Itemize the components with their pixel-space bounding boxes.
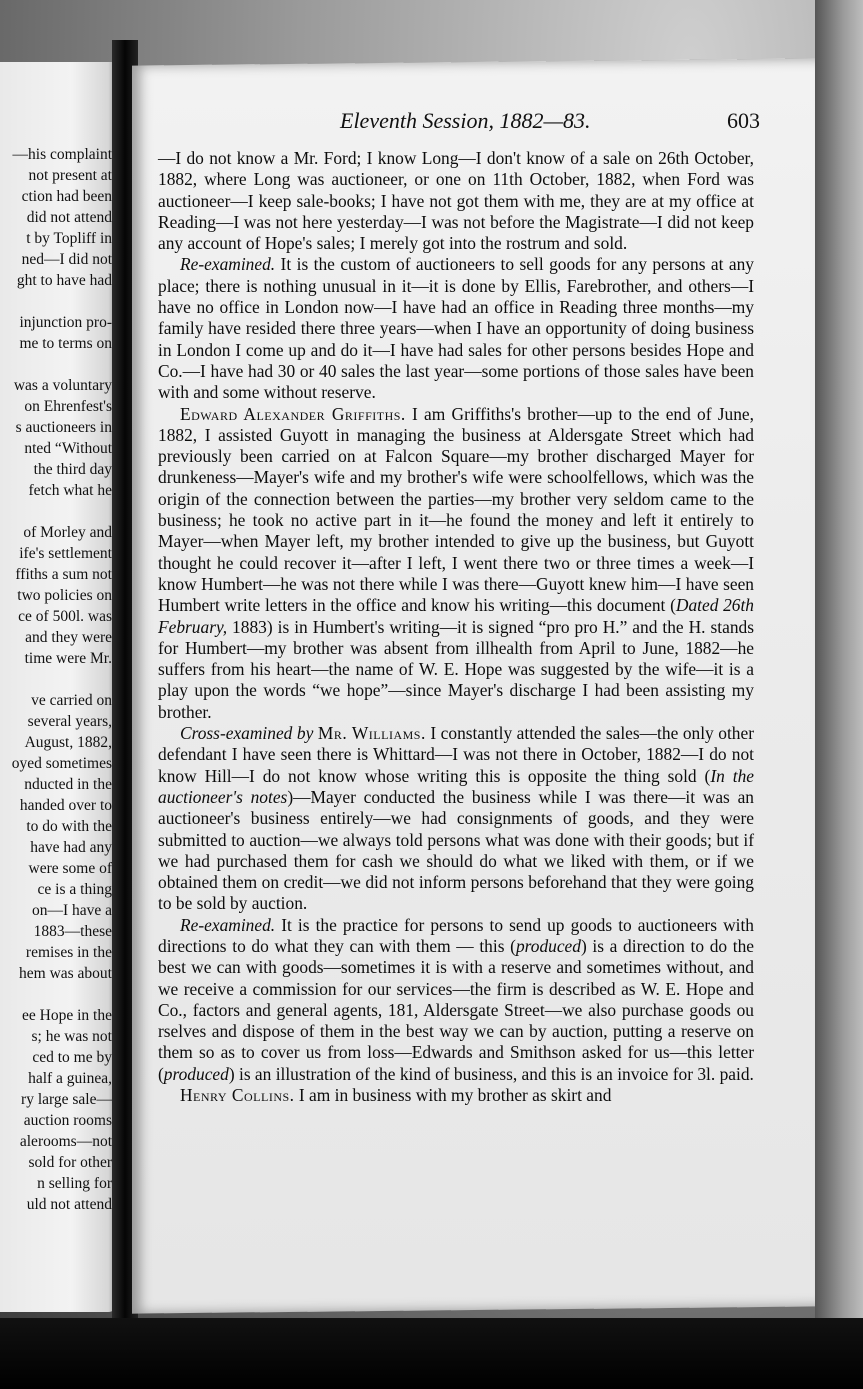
left-page-line: ve carried on (31, 692, 112, 709)
left-page-line: sold for other (28, 1154, 112, 1171)
left-page-line: uld not attend (26, 1196, 112, 1213)
left-page-line: injunction pro- (19, 314, 112, 331)
left-page-line: have had any (30, 839, 112, 856)
paragraph-collins-testimony: Henry Collins. I am in business with my brother as skirt and (180, 1085, 612, 1106)
left-page-line: 1883—these (33, 923, 112, 940)
running-header (340, 108, 760, 134)
left-page-line: and they were (25, 629, 112, 646)
left-page-line: on Ehrenfest's (24, 398, 112, 415)
left-page-line: t by Topliff in (26, 230, 112, 247)
left-page-line: August, 1882, (24, 734, 112, 751)
witness-name: Edward Alexander Griffiths. (180, 403, 406, 424)
left-page-line: hem was about (19, 965, 112, 982)
session-title: Eleventh Session, 1882—83. (340, 108, 591, 133)
bottom-shadow (0, 1318, 863, 1389)
left-page-line (0, 354, 112, 375)
left-page-line: —his complaint (12, 146, 112, 163)
document-note: Dated 26th February, (158, 595, 755, 637)
left-page-line: handed over to (19, 797, 112, 814)
left-page-line: on—I have a (31, 902, 112, 919)
left-page-line: was a voluntary (13, 377, 112, 394)
left-page-line: auction rooms (23, 1112, 112, 1129)
cross-examined-label: Cross-examined by (180, 723, 314, 744)
paragraph-cross-examined: Cross-examined by Mr. Williams. I constantly attended the sales—the only other defendant I have seen there is Whittard—I was not there in October, 1882—I do not know Hill—I do not know whose writing this is opposite the thing sold (In the auctioneer's notes)—Mayer conducted the business while I was there—it was an auctioneer's business entirely—we had consignments of goods, and they were submitted to auction—we always told persons what was done with their goods; but if we had purchased them for cash we should do what we liked with them, or if we obtained them on credit—we did not inform persons beforehand that they were going to be sold by auction. (158, 723, 754, 914)
left-page-line: ife's settlement (19, 545, 112, 562)
left-page-line: s; he was not (31, 1028, 112, 1045)
left-page-line (0, 291, 112, 312)
left-page-line: nted “Without (24, 440, 112, 457)
left-page-line: two policies on (17, 587, 112, 604)
right-page-edge (815, 0, 863, 1389)
left-page-line: oyed sometimes (11, 755, 112, 772)
paragraph-cross-exam-continued: —I do not know a Mr. Ford; I know Long—I don't know of a sale on 26th October, 1882, where Long was auctioneer, or one on 11th October, 1882, when Ford was auctioneer—I keep sale-books; I have not got them with me, they are at my office at Reading—I was not here yesterday—I was not before the Magistrate—I did not keep any account of Hope's sales; I merely got into the rostrum and sold. (158, 148, 754, 254)
left-page-line: half a guinea, (28, 1070, 112, 1087)
left-page-line: not present at (28, 167, 112, 184)
paragraph-re-examined-1: Re-examined. It is the custom of auctioneers to sell goods for any persons at any place; there is nothing unusual in it—it is done by Ellis, Farebrother, and others—I have no office in London now—I have had an office in Reading three months—my family have resided there three years—when I have an opportunity of doing business in London I come up and do it—I have had sales for other persons besides Hope and Co.—I have had 30 or 40 sales the last year—some portions of those sales have been with and some without reserve. (158, 254, 754, 403)
left-page-text (0, 144, 112, 1215)
left-page-line: ght to have had (16, 272, 112, 289)
paragraph-re-examined-2: Re-examined. It is the practice for persons to send up goods to auctioneers with directions to do what they can with them — this (produced) is a direction to do the best we can with goods—sometimes it is with a reserve and sometimes without, and we receive a commission for our services—the firm is described as W. E. Hope and Co., factors and general agents, 181, Aldersgate Street—we also purchase goods ou rselves and dispose of them in the best way we can by auction, putting a reserve on them so as to cover us from loss—Edwards and Smithson asked for us—this letter (produced) is an illustration of the kind of business, and this is an invoice for 3l. paid. (158, 914, 754, 1084)
body-text (158, 148, 754, 1106)
left-page-line: ce is a thing (37, 881, 112, 898)
counsel-name: Mr. Williams. (317, 723, 426, 744)
left-page (0, 62, 118, 1312)
left-page-line: ned—I did not (21, 251, 112, 268)
produced-note: produced (163, 1063, 229, 1084)
produced-note: produced (515, 935, 581, 956)
re-examined-label: Re-examined. (180, 254, 276, 275)
left-page-line: ced to me by (32, 1049, 112, 1066)
left-page-line (0, 669, 112, 690)
left-page-line: ction had been (21, 188, 112, 205)
left-page-line: ry large sale— (21, 1091, 112, 1108)
left-page-line (0, 984, 112, 1005)
left-page-line: did not attend (26, 209, 112, 226)
left-page-line: ee Hope in the (22, 1007, 112, 1024)
witness-name: Henry Collins. (180, 1085, 295, 1106)
left-page-line (0, 501, 112, 522)
left-page-line: n selling for (37, 1175, 112, 1192)
paragraph-griffiths-testimony: Edward Alexander Griffiths. I am Griffiths's brother—up to the end of June, 1882, I assisted Guyott in managing the business at Aldersgate Street which had previously been carried on at Falcon Square—my brother discharged Mayer for drunkeness—Mayer's wife and my brother's wife were schoolfellows, which was the origin of the connection between the parties—my brother very seldom came to the business; he took no active part in it—he found the money and left it entirely to Mayer—when Mayer left, my brother intended to give up the business, but Guyott thought he could recover it—after I left, I went there two or three times a week—I know Humbert—he was not there while I was there—Guyott knew him—I have seen Humbert write letters in the office and know his writing—this document (Dated 26th February, 1883) is in Humbert's writing—it is signed “pro pro H.” and the H. stands for Humbert—my brother was absent from illhealth from April to June, 1882—he suffers from his heart—the name of W. E. Hope was suggested by the wife—it is a play upon the words “we hope”—since Mayer's discharge I had been assisting my brother. (158, 403, 755, 722)
left-page-line: s auctioneers in (15, 419, 112, 436)
left-page-line: time were Mr. (24, 650, 112, 667)
auctioneer-notes: In the auctioneer's notes (158, 765, 754, 807)
left-page-line: nducted in the (24, 776, 112, 793)
left-page-line: to do with the (26, 818, 112, 835)
left-page-line: several years, (27, 713, 112, 730)
left-page-line: of Morley and (23, 524, 112, 541)
page-number: 603 (727, 108, 760, 133)
left-page-line: remises in the (25, 944, 112, 961)
left-page-line: the third day (33, 461, 112, 478)
left-page-line: were some of (28, 860, 112, 877)
left-page-line: alerooms—not (19, 1133, 112, 1150)
left-page-line: me to terms on (19, 335, 112, 352)
left-page-line: ffiths a sum not (15, 566, 112, 583)
left-page-line: ce of 500l. was (18, 608, 112, 625)
re-examined-label: Re-examined. (180, 914, 276, 935)
left-page-line: fetch what he (28, 482, 112, 499)
